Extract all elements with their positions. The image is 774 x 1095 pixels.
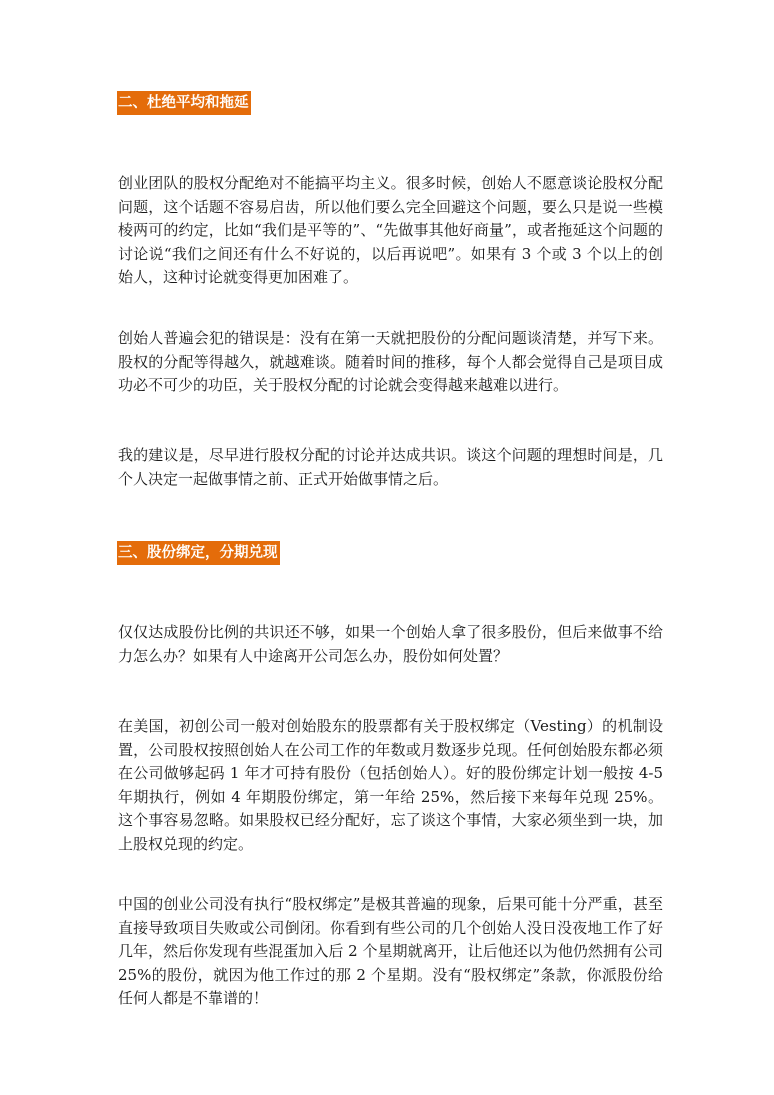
paragraph-consensus-not-enough: 仅仅达成股份比例的共识还不够，如果一个创始人拿了很多股份，但后来做事不给力怎么办？如果有人中途离开公司怎么办，股份如何处置？ [118,623,663,665]
paragraph-equal-split: 创业团队的股权分配绝对不能搞平均主义。很多时候，创始人不愿意谈论股权分配问题，这个话题不容易启齿，所以他们要么完全回避这个问题，要么只是说一些模棱两可的约定，比如“我们是平等的”、“先做事其他好商量”，或者拖延这个问题的讨论说“我们之间还有什么不好说的，以后再说吧”。如果有 3 个或 3 个以上的创始人，这种讨论就变得更加困难了。 [118,174,663,287]
paragraph-suggestion: 我的建议是，尽早进行股权分配的讨论并达成共识。谈这个问题的理想时间是，几个人决定一起做事情之前、正式开始做事情之后。 [118,446,663,488]
section-heading-2: 二、杜绝平均和拖延 [117,91,251,115]
paragraph-vesting-us: 在美国，初创公司一般对创始股东的股票都有关于股权绑定（Vesting）的机制设置，公司股权按照创始人在公司工作的年数或月数逐步兑现。任何创始股东都必须在公司做够起码 1 年才可持有股份（包括创始人）。好的股份绑定计划一般按 4-5 年期执行，例如 4 年期股份绑定，第一年给 25%，然后接下来每年兑现 25%。这个事容易忽略。如果股权已经分配好，忘了谈这个事情，大家必须坐到一块，加上股权兑现的约定。 [118,717,663,853]
section-heading-3: 三、股份绑定，分期兑现 [117,541,280,565]
paragraph-common-mistake: 创始人普遍会犯的错误是：没有在第一天就把股份的分配问题谈清楚，并写下来。股权的分配等得越久，就越难谈。随着时间的推移，每个人都会觉得自己是项目成功必不可少的功臣，关于股权分配的讨论就会变得越来越难以进行。 [118,329,663,395]
paragraph-vesting-china: 中国的创业公司没有执行“股权绑定”是极其普遍的现象，后果可能十分严重，甚至直接导致项目失败或公司倒闭。你看到有些公司的几个创始人没日没夜地工作了好几年，然后你发现有些混蛋加入后 2 个星期就离开，让后他还以为他仍然拥有公司 25%的股份，就因为他工作过的那 2 个星期。没有“股权绑定”条款，你派股份给任何人都是不靠谱的！ [118,895,663,1008]
